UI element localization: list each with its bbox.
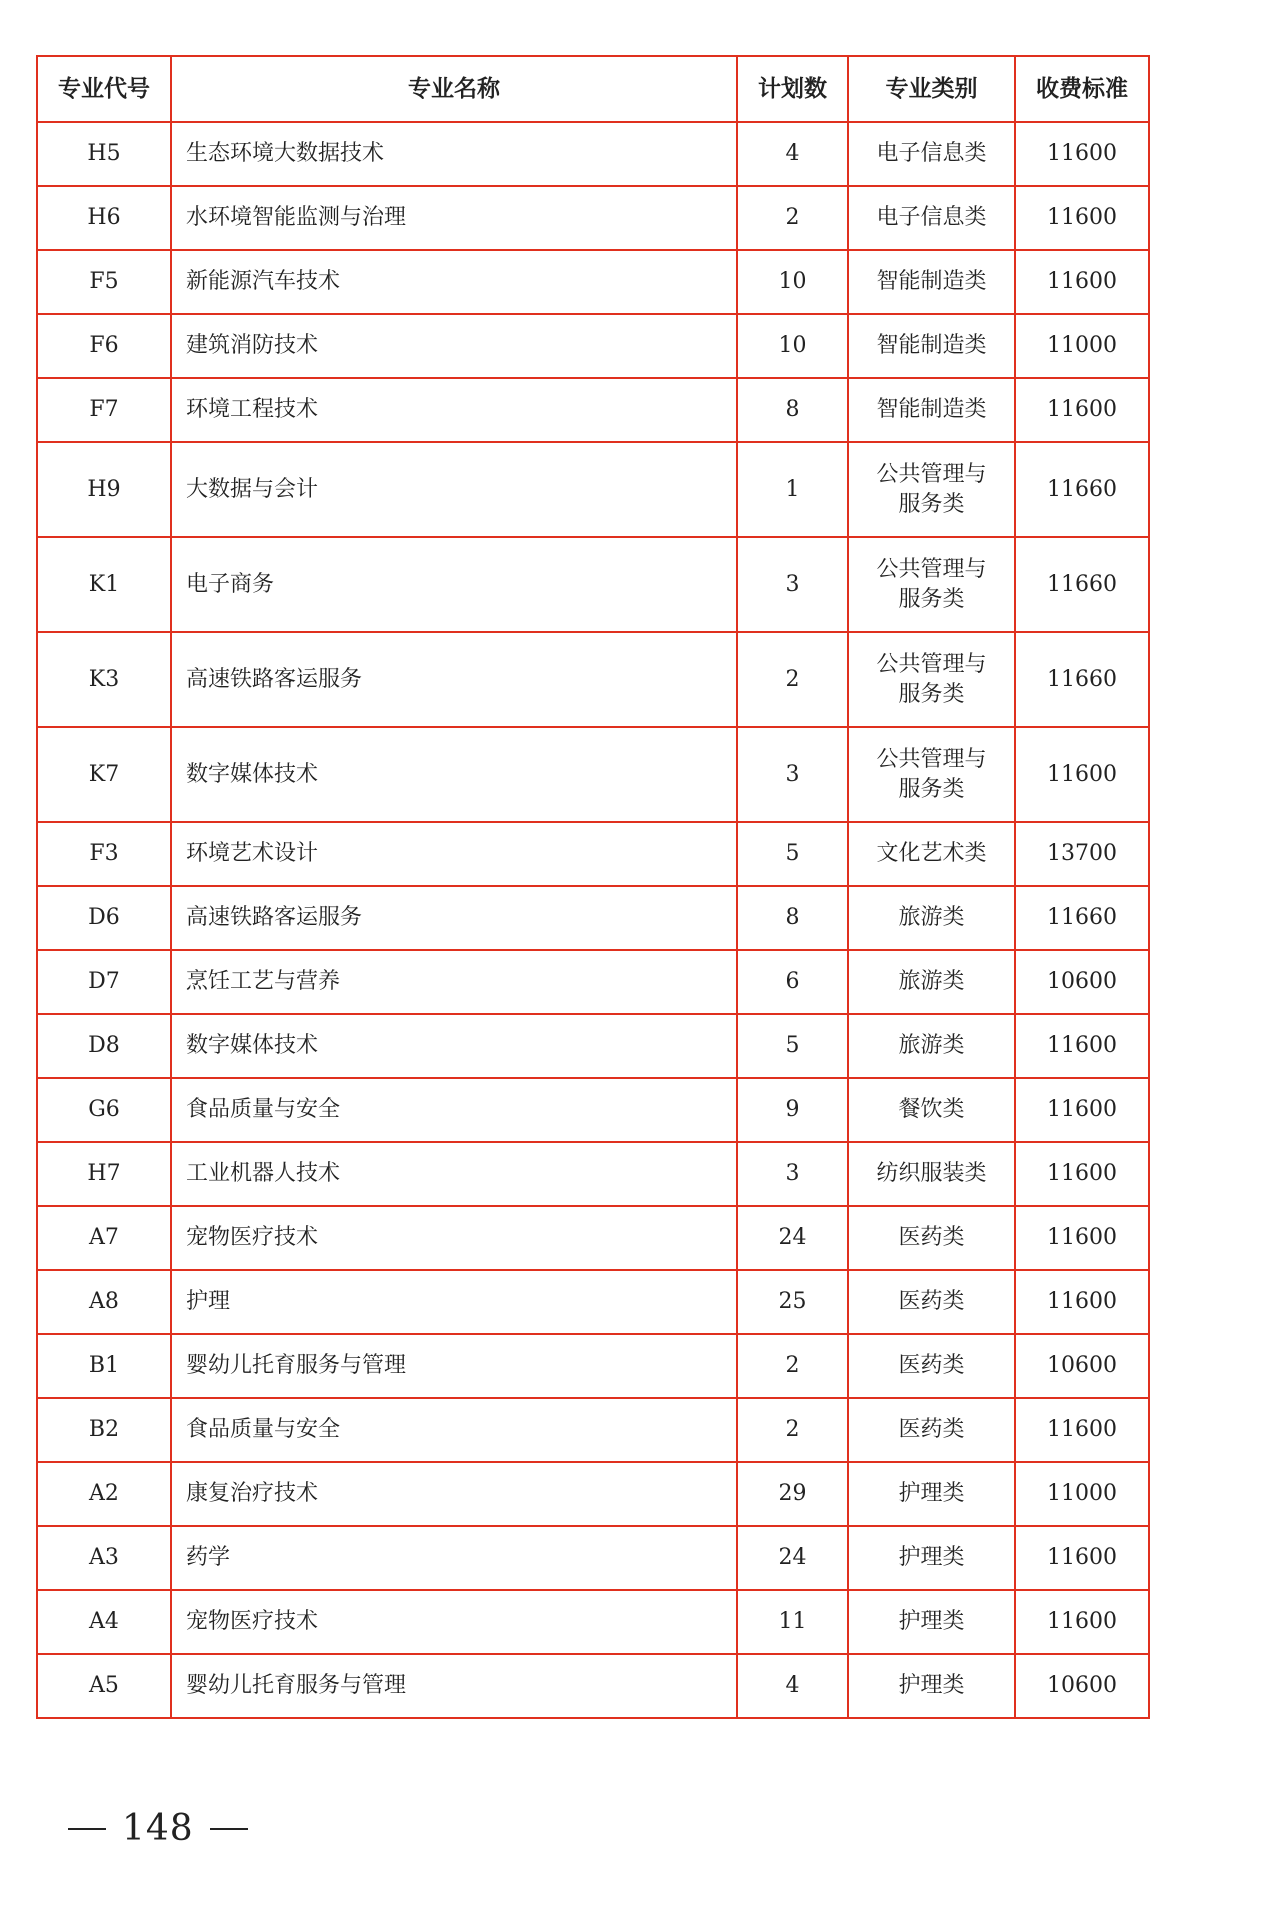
cell-code: A4 xyxy=(37,1590,171,1654)
cell-category: 医药类 xyxy=(848,1398,1015,1462)
header-plan: 计划数 xyxy=(737,56,848,122)
cell-name: 电子商务 xyxy=(171,537,737,632)
cell-category: 公共管理与 服务类 xyxy=(848,537,1015,632)
cell-plan: 4 xyxy=(737,122,848,186)
cell-name: 环境艺术设计 xyxy=(171,822,737,886)
table-row xyxy=(37,442,1149,537)
cell-plan: 3 xyxy=(737,1142,848,1206)
cell-fee: 11600 xyxy=(1015,186,1149,250)
cell-category: 旅游类 xyxy=(848,886,1015,950)
cell-fee: 11660 xyxy=(1015,442,1149,537)
cell-fee: 11600 xyxy=(1015,1014,1149,1078)
cell-name: 药学 xyxy=(171,1526,737,1590)
cell-plan: 3 xyxy=(737,727,848,822)
cell-name: 水环境智能监测与治理 xyxy=(171,186,737,250)
admissions-table-container xyxy=(36,55,1148,1719)
cell-name: 环境工程技术 xyxy=(171,378,737,442)
cell-category: 公共管理与 服务类 xyxy=(848,727,1015,822)
cell-code: F7 xyxy=(37,378,171,442)
cell-name: 烹饪工艺与营养 xyxy=(171,950,737,1014)
cell-code: A5 xyxy=(37,1654,171,1718)
footer-dash-left xyxy=(68,1828,106,1830)
cell-fee: 11600 xyxy=(1015,1270,1149,1334)
cell-name: 康复治疗技术 xyxy=(171,1462,737,1526)
table-row xyxy=(37,1654,1149,1718)
admissions-table xyxy=(36,55,1150,1719)
cell-plan: 10 xyxy=(737,314,848,378)
cell-name: 生态环境大数据技术 xyxy=(171,122,737,186)
cell-category: 餐饮类 xyxy=(848,1078,1015,1142)
cell-name: 婴幼儿托育服务与管理 xyxy=(171,1654,737,1718)
cell-code: A2 xyxy=(37,1462,171,1526)
header-category: 专业类别 xyxy=(848,56,1015,122)
table-row xyxy=(37,632,1149,727)
cell-code: B2 xyxy=(37,1398,171,1462)
table-row xyxy=(37,1526,1149,1590)
cell-code: A7 xyxy=(37,1206,171,1270)
cell-name: 宠物医疗技术 xyxy=(171,1590,737,1654)
cell-name: 食品质量与安全 xyxy=(171,1078,737,1142)
cell-category: 护理类 xyxy=(848,1654,1015,1718)
cell-name: 宠物医疗技术 xyxy=(171,1206,737,1270)
cell-category: 电子信息类 xyxy=(848,186,1015,250)
cell-fee: 11600 xyxy=(1015,1142,1149,1206)
table-row xyxy=(37,1334,1149,1398)
cell-plan: 1 xyxy=(737,442,848,537)
cell-code: B1 xyxy=(37,1334,171,1398)
cell-category: 智能制造类 xyxy=(848,378,1015,442)
cell-name: 护理 xyxy=(171,1270,737,1334)
table-row xyxy=(37,186,1149,250)
cell-plan: 4 xyxy=(737,1654,848,1718)
page-number: 148 xyxy=(122,1808,194,1849)
table-row xyxy=(37,314,1149,378)
cell-name: 数字媒体技术 xyxy=(171,727,737,822)
cell-fee: 13700 xyxy=(1015,822,1149,886)
cell-fee: 11660 xyxy=(1015,886,1149,950)
table-body xyxy=(37,122,1149,1718)
table-row xyxy=(37,250,1149,314)
cell-fee: 10600 xyxy=(1015,950,1149,1014)
cell-code: K1 xyxy=(37,537,171,632)
table-row xyxy=(37,886,1149,950)
table-row xyxy=(37,1014,1149,1078)
table-row xyxy=(37,537,1149,632)
table-row xyxy=(37,1270,1149,1334)
table-row xyxy=(37,122,1149,186)
cell-fee: 11000 xyxy=(1015,1462,1149,1526)
cell-plan: 2 xyxy=(737,186,848,250)
cell-category: 公共管理与 服务类 xyxy=(848,442,1015,537)
table-row xyxy=(37,1398,1149,1462)
cell-category: 护理类 xyxy=(848,1590,1015,1654)
cell-plan: 25 xyxy=(737,1270,848,1334)
cell-code: F6 xyxy=(37,314,171,378)
table-row xyxy=(37,1078,1149,1142)
cell-category: 医药类 xyxy=(848,1334,1015,1398)
cell-fee: 11600 xyxy=(1015,122,1149,186)
cell-plan: 8 xyxy=(737,378,848,442)
cell-fee: 11600 xyxy=(1015,378,1149,442)
cell-plan: 11 xyxy=(737,1590,848,1654)
cell-fee: 11600 xyxy=(1015,250,1149,314)
cell-category: 纺织服装类 xyxy=(848,1142,1015,1206)
cell-fee: 11660 xyxy=(1015,537,1149,632)
cell-plan: 6 xyxy=(737,950,848,1014)
table-row xyxy=(37,822,1149,886)
cell-code: A8 xyxy=(37,1270,171,1334)
cell-category: 护理类 xyxy=(848,1462,1015,1526)
cell-code: D8 xyxy=(37,1014,171,1078)
cell-name: 建筑消防技术 xyxy=(171,314,737,378)
cell-category: 医药类 xyxy=(848,1270,1015,1334)
cell-name: 婴幼儿托育服务与管理 xyxy=(171,1334,737,1398)
table-row xyxy=(37,1590,1149,1654)
header-fee: 收费标准 xyxy=(1015,56,1149,122)
cell-code: K3 xyxy=(37,632,171,727)
cell-plan: 2 xyxy=(737,1334,848,1398)
cell-code: D7 xyxy=(37,950,171,1014)
table-header-row xyxy=(37,56,1149,122)
table-row xyxy=(37,1142,1149,1206)
cell-category: 医药类 xyxy=(848,1206,1015,1270)
cell-fee: 11000 xyxy=(1015,314,1149,378)
cell-fee: 11600 xyxy=(1015,1206,1149,1270)
cell-category: 智能制造类 xyxy=(848,250,1015,314)
cell-plan: 5 xyxy=(737,1014,848,1078)
cell-plan: 8 xyxy=(737,886,848,950)
cell-fee: 11600 xyxy=(1015,727,1149,822)
table-row xyxy=(37,727,1149,822)
cell-fee: 11600 xyxy=(1015,1590,1149,1654)
header-code: 专业代号 xyxy=(37,56,171,122)
cell-code: H9 xyxy=(37,442,171,537)
cell-code: K7 xyxy=(37,727,171,822)
cell-name: 高速铁路客运服务 xyxy=(171,886,737,950)
cell-category: 公共管理与 服务类 xyxy=(848,632,1015,727)
table-row xyxy=(37,1462,1149,1526)
cell-fee: 10600 xyxy=(1015,1654,1149,1718)
cell-plan: 3 xyxy=(737,537,848,632)
cell-plan: 29 xyxy=(737,1462,848,1526)
cell-code: H7 xyxy=(37,1142,171,1206)
cell-code: H5 xyxy=(37,122,171,186)
cell-code: F5 xyxy=(37,250,171,314)
cell-category: 文化艺术类 xyxy=(848,822,1015,886)
cell-name: 数字媒体技术 xyxy=(171,1014,737,1078)
page-footer xyxy=(52,1808,264,1849)
cell-category: 旅游类 xyxy=(848,950,1015,1014)
cell-code: A3 xyxy=(37,1526,171,1590)
cell-plan: 24 xyxy=(737,1206,848,1270)
cell-category: 护理类 xyxy=(848,1526,1015,1590)
cell-name: 食品质量与安全 xyxy=(171,1398,737,1462)
cell-name: 高速铁路客运服务 xyxy=(171,632,737,727)
cell-category: 电子信息类 xyxy=(848,122,1015,186)
table-row xyxy=(37,378,1149,442)
cell-plan: 10 xyxy=(737,250,848,314)
cell-plan: 2 xyxy=(737,632,848,727)
table-row xyxy=(37,950,1149,1014)
footer-dash-right xyxy=(210,1828,248,1830)
cell-code: H6 xyxy=(37,186,171,250)
cell-code: G6 xyxy=(37,1078,171,1142)
cell-name: 新能源汽车技术 xyxy=(171,250,737,314)
cell-name: 大数据与会计 xyxy=(171,442,737,537)
cell-plan: 24 xyxy=(737,1526,848,1590)
cell-plan: 9 xyxy=(737,1078,848,1142)
cell-fee: 11600 xyxy=(1015,1526,1149,1590)
cell-code: D6 xyxy=(37,886,171,950)
cell-plan: 5 xyxy=(737,822,848,886)
table-row xyxy=(37,1206,1149,1270)
cell-name: 工业机器人技术 xyxy=(171,1142,737,1206)
cell-category: 旅游类 xyxy=(848,1014,1015,1078)
header-name: 专业名称 xyxy=(171,56,737,122)
cell-fee: 11600 xyxy=(1015,1078,1149,1142)
cell-fee: 11660 xyxy=(1015,632,1149,727)
cell-fee: 11600 xyxy=(1015,1398,1149,1462)
cell-category: 智能制造类 xyxy=(848,314,1015,378)
cell-fee: 10600 xyxy=(1015,1334,1149,1398)
cell-code: F3 xyxy=(37,822,171,886)
cell-plan: 2 xyxy=(737,1398,848,1462)
